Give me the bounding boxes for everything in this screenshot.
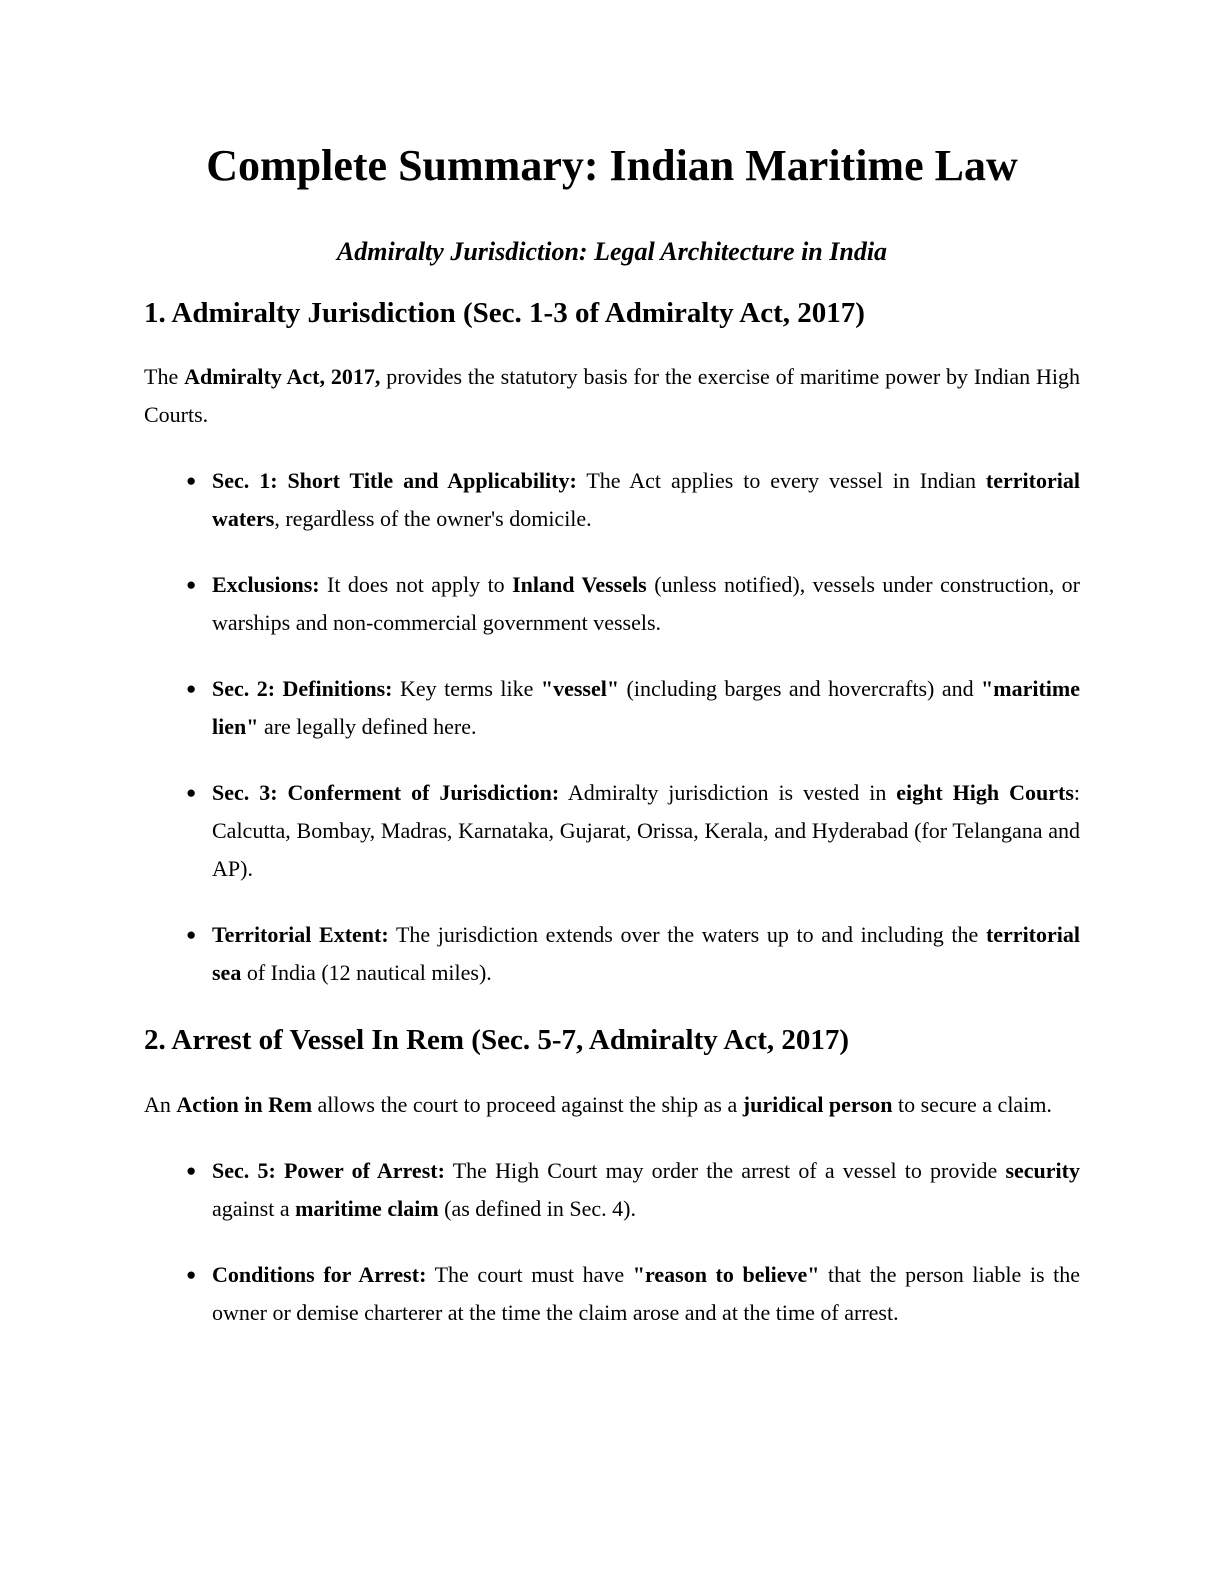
list-item xyxy=(144,774,1080,888)
list-item xyxy=(144,462,1080,538)
text-run: of India (12 nautical miles). xyxy=(241,960,492,986)
document-section xyxy=(144,1022,1080,1332)
list-item-text xyxy=(212,676,1080,739)
text-run: The Act applies to every vessel in Indian xyxy=(576,468,986,494)
bold-text-run: territorial sea xyxy=(212,922,1081,986)
text-run: provides the statutory basis for the exercise of maritime power by Indian High Courts. xyxy=(144,364,1080,428)
bullet-icon: ● xyxy=(186,679,197,699)
list-item xyxy=(144,916,1080,992)
bold-text-run: Admiralty Act, 2017, xyxy=(184,364,381,390)
bold-text-run: Action in Rem xyxy=(176,1092,313,1118)
text-run: allows the court to proceed against the ship as a xyxy=(312,1092,743,1118)
document-subtitle: Admiralty Jurisdiction: Legal Architecture in India xyxy=(336,237,888,266)
section-heading: 1. Admiralty Jurisdiction (Sec. 1-3 of Admiralty Act, 2017) xyxy=(144,296,865,329)
list-item-text xyxy=(212,922,1080,985)
text-run: The jurisdiction extends over the waters up to and including the xyxy=(388,922,986,948)
section-bullet-list xyxy=(144,1152,1080,1332)
text-run: to secure a claim. xyxy=(892,1092,1052,1118)
list-item xyxy=(144,670,1080,746)
bold-text-run: Sec. 5: Power of Arrest: xyxy=(212,1158,445,1184)
bold-text-run: security xyxy=(1005,1158,1080,1184)
section-paragraph xyxy=(144,1086,1080,1124)
section-bullet-list xyxy=(144,462,1080,992)
text-run: The High Court may order the arrest of a vessel to provide xyxy=(444,1158,1006,1184)
bold-text-run: "maritime lien" xyxy=(212,676,1080,740)
document-section xyxy=(144,295,1080,993)
bold-text-run: Sec. 2: Definitions: xyxy=(212,676,393,702)
bold-text-run: eight High Courts xyxy=(896,780,1074,806)
text-run: (including barges and hovercrafts) and xyxy=(619,676,982,702)
text-run: that the person liable is the owner or demise charterer at the time the claim arose and at the time of arrest. xyxy=(212,1262,1081,1326)
text-run: The court must have xyxy=(426,1262,633,1288)
bold-text-run: territorial waters xyxy=(212,468,1080,532)
bullet-icon: ● xyxy=(186,1265,197,1285)
bullet-icon: ● xyxy=(186,783,197,803)
bold-text-run: Exclusions: xyxy=(212,572,320,598)
text-run: An xyxy=(144,1092,177,1118)
bold-text-run: Territorial Extent: xyxy=(212,922,389,948)
text-run: It does not apply to xyxy=(319,572,513,598)
text-run: against a xyxy=(212,1196,296,1222)
bold-text-run: juridical person xyxy=(742,1092,893,1118)
bold-text-run: "reason to believe" xyxy=(632,1262,820,1288)
text-run: : Calcutta, Bombay, Madras, Karnataka, Gujarat, Orissa, Kerala, and Hyderabad (for Telangana and AP). xyxy=(212,780,1080,882)
list-item xyxy=(144,566,1080,642)
bullet-icon: ● xyxy=(186,925,197,945)
list-item-text xyxy=(212,572,1080,635)
document-title: Complete Summary: Indian Maritime Law xyxy=(206,141,1018,190)
list-item-text xyxy=(212,780,1080,881)
section-heading: 2. Arrest of Vessel In Rem (Sec. 5-7, Admiralty Act, 2017) xyxy=(144,1024,850,1057)
bold-text-run: Sec. 3: Conferment of Jurisdiction: xyxy=(212,780,560,806)
bold-text-run: "vessel" xyxy=(540,676,620,702)
list-item xyxy=(144,1152,1080,1228)
text-run: , regardless of the owner's domicile. xyxy=(274,506,592,532)
text-run: (as defined in Sec. 4). xyxy=(438,1196,636,1222)
list-item xyxy=(144,1256,1080,1332)
text-run: Admiralty jurisdiction is vested in xyxy=(559,780,897,806)
list-item-text xyxy=(212,468,1080,531)
bold-text-run: Conditions for Arrest: xyxy=(212,1262,427,1288)
text-run: Key terms like xyxy=(392,676,541,702)
list-item-text xyxy=(212,1158,1080,1221)
text-run: are legally defined here. xyxy=(258,714,477,740)
section-paragraph xyxy=(144,358,1080,434)
bold-text-run: Sec. 1: Short Title and Applicability: xyxy=(212,468,577,494)
bullet-icon: ● xyxy=(186,1161,197,1181)
bold-text-run: Inland Vessels xyxy=(512,572,647,598)
bullet-icon: ● xyxy=(186,575,197,595)
bold-text-run: maritime claim xyxy=(295,1196,439,1222)
list-item-text xyxy=(212,1262,1080,1325)
text-run: (unless notified), vessels under construction, or warships and non-commercial government vessels. xyxy=(212,572,1080,636)
document-body xyxy=(144,295,1080,1332)
bullet-icon: ● xyxy=(186,471,197,491)
text-run: The xyxy=(144,364,185,390)
